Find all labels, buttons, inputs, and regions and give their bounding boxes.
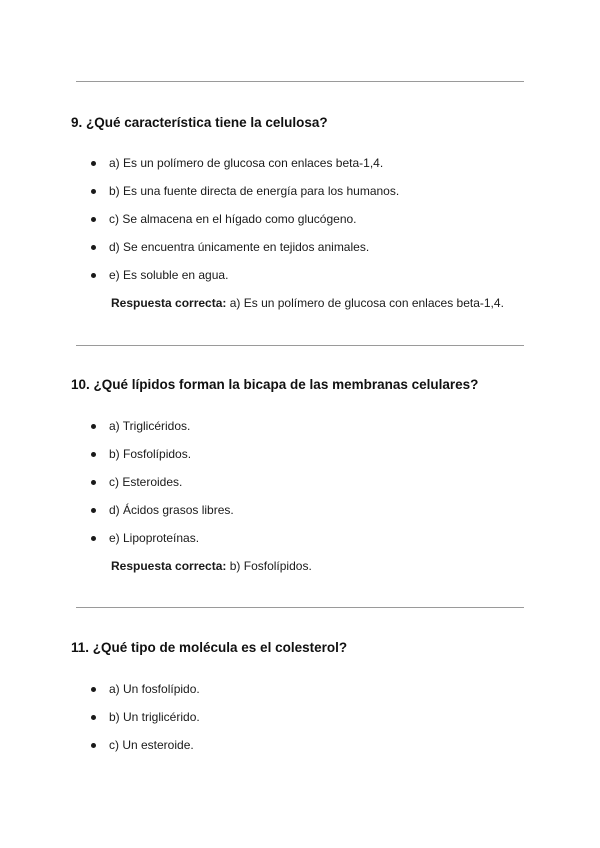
divider [76, 345, 524, 346]
bullet-icon [91, 424, 96, 429]
correct-answer [111, 558, 312, 574]
bullet-icon [91, 480, 96, 485]
option-item [91, 709, 200, 737]
bullet-icon [91, 161, 96, 166]
answer-label: Respuesta correcta: [111, 559, 227, 573]
option-text: b) Es una fuente directa de energía para los humanos. [109, 184, 400, 198]
options-list [91, 155, 399, 295]
question-title: 9. ¿Qué característica tiene la celulosa? [71, 115, 328, 130]
question-title: 11. ¿Qué tipo de molécula es el colesterol? [71, 640, 348, 655]
option-text: c) Esteroides. [109, 475, 183, 489]
bullet-icon [91, 508, 96, 513]
option-item [91, 530, 234, 558]
bullet-icon [91, 715, 96, 720]
option-item [91, 418, 234, 446]
bullet-icon [91, 273, 96, 278]
answer-label: Respuesta correcta: [111, 296, 227, 310]
bullet-icon [91, 536, 96, 541]
option-text: b) Un triglicérido. [109, 710, 200, 724]
option-item [91, 474, 234, 502]
correct-answer [111, 295, 504, 311]
option-text: b) Fosfolípidos. [109, 447, 192, 461]
options-list [91, 681, 200, 765]
option-text: d) Ácidos grasos libres. [109, 503, 234, 517]
bullet-icon [91, 245, 96, 250]
option-text: e) Lipoproteínas. [109, 531, 200, 545]
answer-text: a) Es un polímero de glucosa con enlaces beta-1,4. [229, 296, 504, 310]
divider [76, 607, 524, 608]
bullet-icon [91, 687, 96, 692]
answer-text: b) Fosfolípidos. [229, 559, 312, 573]
option-text: a) Triglicéridos. [109, 419, 191, 433]
option-item [91, 446, 234, 474]
question-title: 10. ¿Qué lípidos forman la bicapa de las membranas celulares? [71, 377, 479, 392]
option-item [91, 681, 200, 709]
option-text: a) Es un polímero de glucosa con enlaces beta-1,4. [109, 156, 384, 170]
option-text: a) Un fosfolípido. [109, 682, 200, 696]
option-text: c) Un esteroide. [109, 738, 194, 752]
bullet-icon [91, 189, 96, 194]
divider [76, 81, 524, 82]
option-item [91, 155, 399, 183]
option-text: c) Se almacena en el hígado como glucógeno. [109, 212, 357, 226]
bullet-icon [91, 743, 96, 748]
option-item [91, 502, 234, 530]
option-item [91, 211, 399, 239]
option-item [91, 737, 200, 765]
options-list [91, 418, 234, 558]
option-text: e) Es soluble en agua. [109, 268, 229, 282]
option-item [91, 183, 399, 211]
option-text: d) Se encuentra únicamente en tejidos animales. [109, 240, 370, 254]
option-item [91, 239, 399, 267]
bullet-icon [91, 217, 96, 222]
option-item [91, 267, 399, 295]
bullet-icon [91, 452, 96, 457]
